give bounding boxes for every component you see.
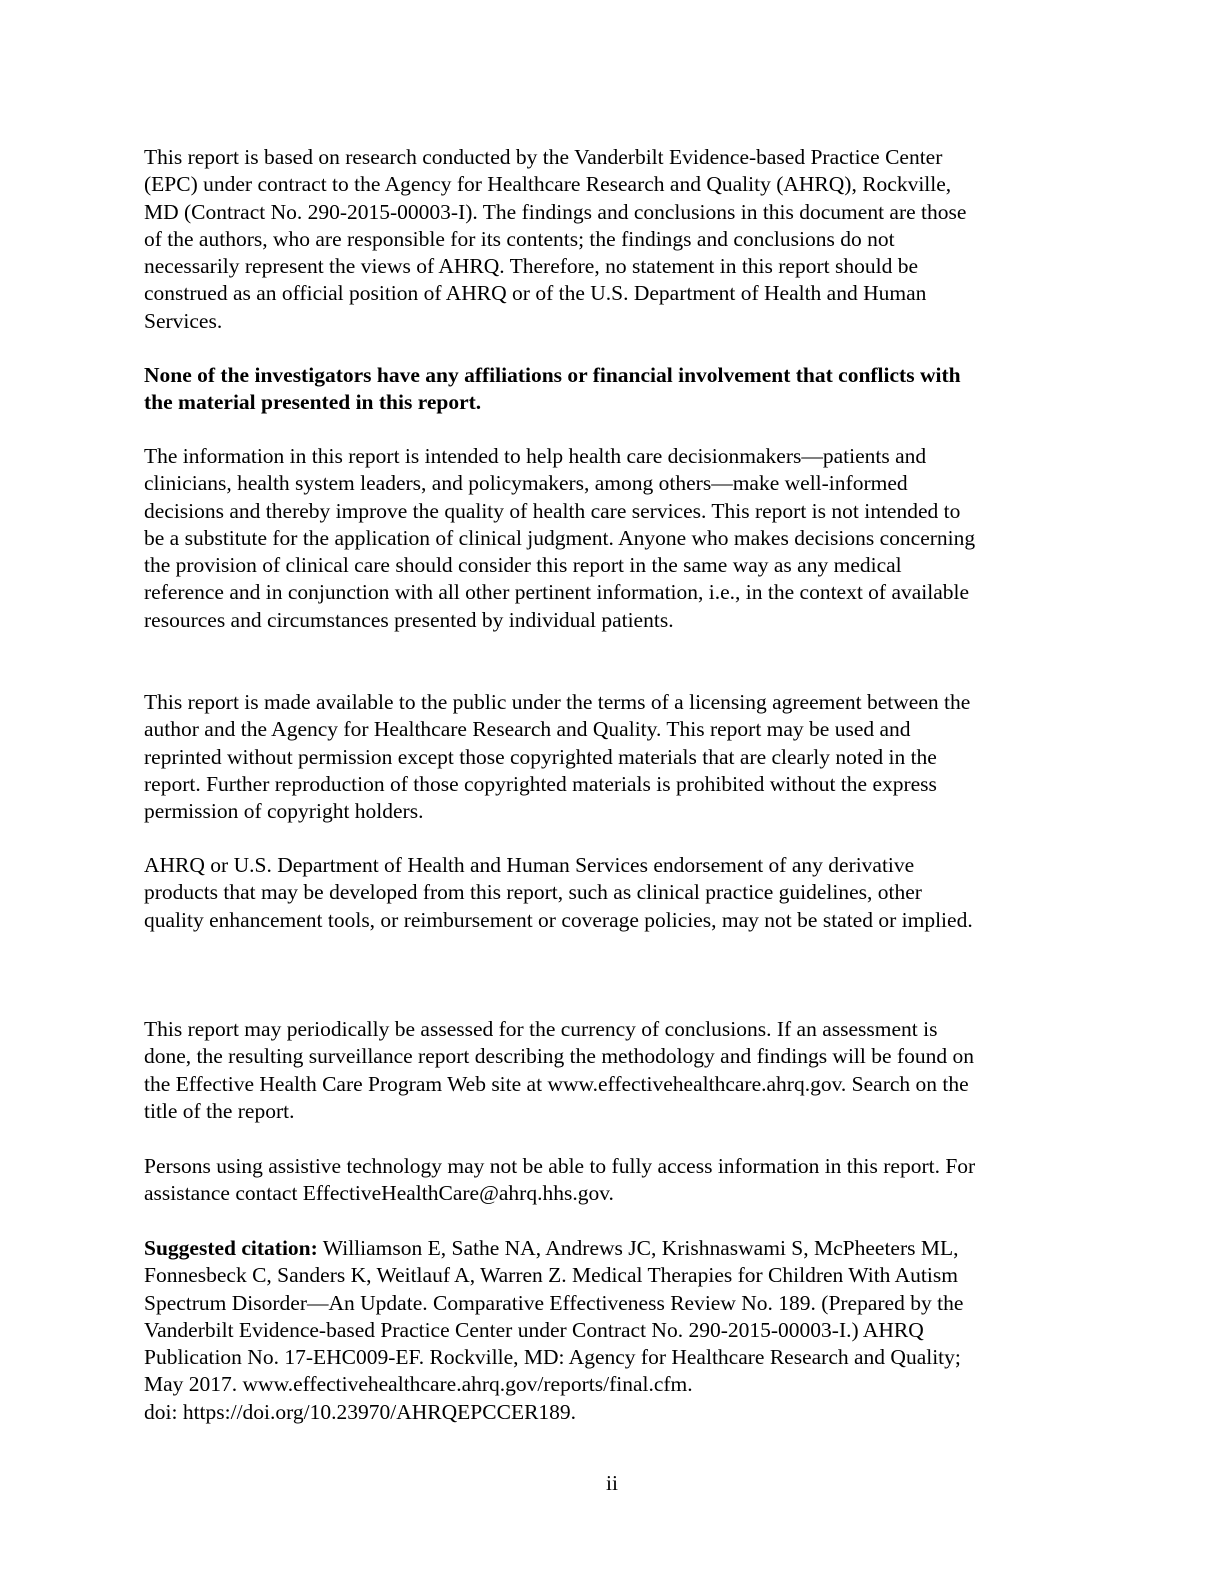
text-line: (EPC) under contract to the Agency for Healthcare Research and Quality (AHRQ), Rockville, bbox=[144, 172, 952, 197]
text-line: This report is made available to the public under the terms of a licensing agreement between the bbox=[144, 690, 971, 714]
conflict-of-interest-statement bbox=[144, 362, 1074, 417]
text-line: AHRQ or U.S. Department of Health and Human Services endorsement of any derivative bbox=[144, 853, 915, 877]
citation-authors: Williamson E, Sathe NA, Andrews JC, Krishnaswami S, McPheeters ML, bbox=[317, 1236, 959, 1260]
text-line: the provision of clinical care should consider this report in the same way as any medical bbox=[144, 553, 902, 578]
text-line: Spectrum Disorder—An Update. Comparative Effectiveness Review No. 189. (Prepared by the bbox=[144, 1290, 964, 1315]
text-line: quality enhancement tools, or reimbursement or coverage policies, may not be stated or implied. bbox=[144, 907, 973, 932]
text-line: the material presented in this report. bbox=[144, 390, 482, 415]
text-line: clinicians, health system leaders, and policymakers, among others—make well-informed bbox=[144, 471, 908, 496]
text-line: This report may periodically be assessed for the currency of conclusions. If an assessment is bbox=[144, 1017, 938, 1041]
text-line: necessarily represent the views of AHRQ. Therefore, no statement in this report should be bbox=[144, 254, 918, 279]
text-line: Services. bbox=[144, 308, 223, 333]
suggested-citation bbox=[144, 1235, 1074, 1426]
text-line: assistance contact EffectiveHealthCare@ahrq.hhs.gov. bbox=[144, 1181, 614, 1206]
intended-use-paragraph bbox=[144, 443, 1074, 634]
endorsement-paragraph bbox=[144, 852, 1074, 934]
text-line: Fonnesbeck C, Sanders K, Weitlauf A, Warren Z. Medical Therapies for Children With Autism bbox=[144, 1263, 958, 1288]
text-line: None of the investigators have any affiliations or financial involvement that conflicts with bbox=[144, 363, 961, 387]
text-line: done, the resulting surveillance report describing the methodology and findings will be found on bbox=[144, 1044, 974, 1069]
text-line: the Effective Health Care Program Web site at www.effectivehealthcare.ahrq.gov. Search on the bbox=[144, 1071, 969, 1096]
text-line: Persons using assistive technology may not be able to fully access information in this report. For bbox=[144, 1154, 976, 1178]
text-line: title of the report. bbox=[144, 1098, 295, 1123]
text-line: Publication No. 17-EHC009-EF. Rockville, MD: Agency for Healthcare Research and Quality; bbox=[144, 1345, 961, 1370]
accessibility-paragraph bbox=[144, 1153, 1074, 1208]
text-line: construed as an official position of AHRQ or of the U.S. Department of Health and Human bbox=[144, 281, 927, 306]
text-line: decisions and thereby improve the quality of health care services. This report is not intended to bbox=[144, 498, 961, 523]
text-line: author and the Agency for Healthcare Research and Quality. This report may be used and bbox=[144, 717, 911, 742]
text-line: permission of copyright holders. bbox=[144, 799, 424, 824]
text-line: of the authors, who are responsible for its contents; the findings and conclusions do not bbox=[144, 226, 895, 251]
text-line: resources and circumstances presented by individual patients. bbox=[144, 607, 674, 632]
licensing-paragraph bbox=[144, 689, 1074, 825]
disclaimer-paragraph bbox=[144, 144, 1074, 335]
text-line: May 2017. www.effectivehealthcare.ahrq.gov/reports/final.cfm. bbox=[144, 1372, 693, 1397]
text-line: reference and in conjunction with all other pertinent information, i.e., in the context of available bbox=[144, 580, 970, 605]
text-line: reprinted without permission except those copyrighted materials that are clearly noted in the bbox=[144, 744, 937, 769]
text-line: Vanderbilt Evidence-based Practice Center under Contract No. 290-2015-00003-I.) AHRQ bbox=[144, 1317, 924, 1342]
citation-label: Suggested citation: bbox=[144, 1236, 318, 1260]
text-line: The information in this report is intended to help health care decisionmakers—patients and bbox=[144, 444, 927, 468]
surveillance-paragraph bbox=[144, 1016, 1074, 1125]
citation-first-line bbox=[144, 1235, 1074, 1262]
page-number: ii bbox=[606, 1471, 618, 1495]
text-line: report. Further reproduction of those copyrighted materials is prohibited without the express bbox=[144, 771, 937, 796]
text-line: MD (Contract No. 290-2015-00003-I). The findings and conclusions in this document are those bbox=[144, 199, 967, 224]
text-line: be a substitute for the application of clinical judgment. Anyone who makes decisions concerning bbox=[144, 525, 976, 550]
text-line: products that may be developed from this report, such as clinical practice guidelines, other bbox=[144, 880, 922, 905]
text-line: This report is based on research conducted by the Vanderbilt Evidence-based Practice Center bbox=[144, 145, 943, 169]
text-line: doi: https://doi.org/10.23970/AHRQEPCCER189. bbox=[144, 1399, 577, 1424]
